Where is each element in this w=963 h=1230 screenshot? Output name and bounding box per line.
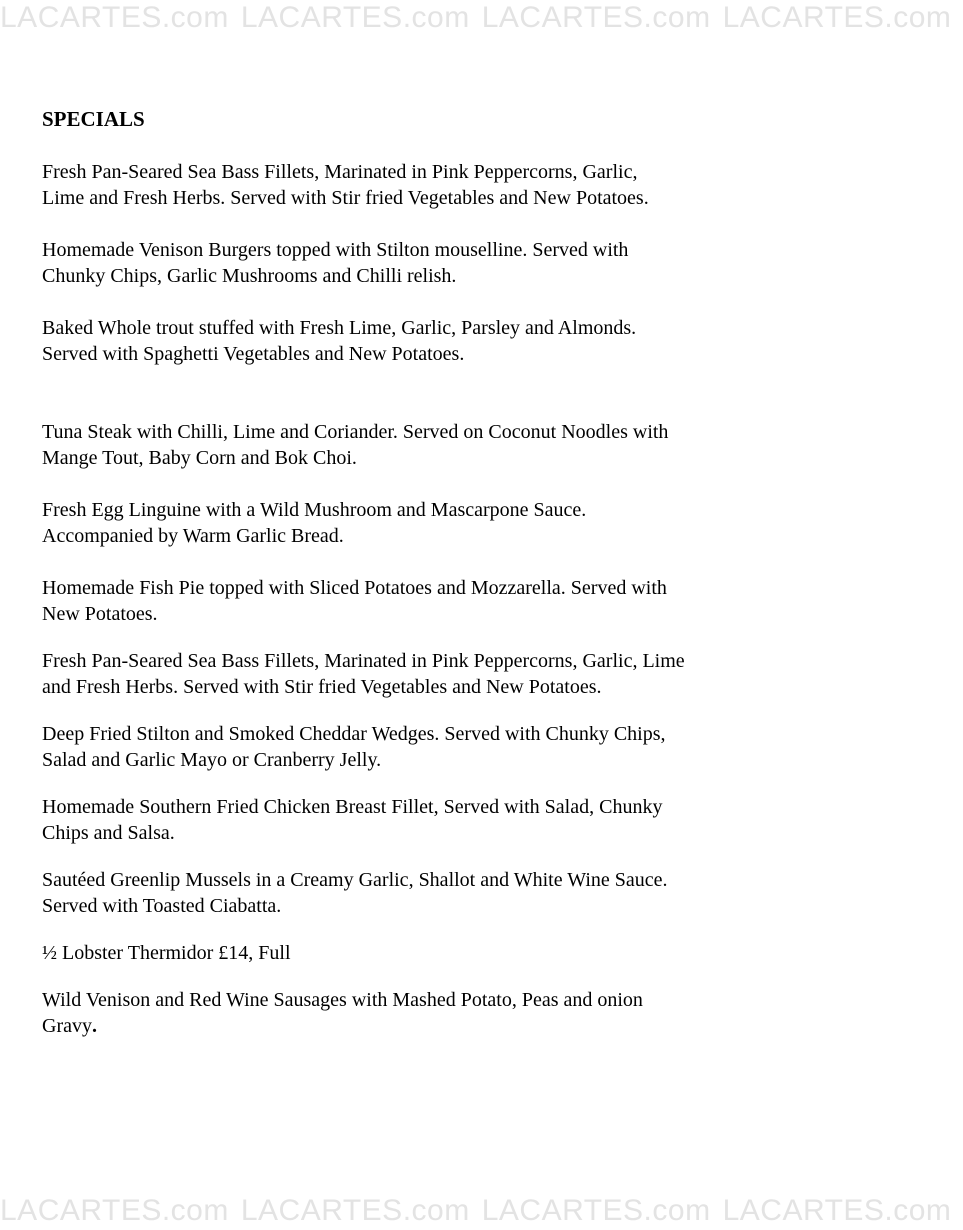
menu-item-line: Salad and Garlic Mayo or Cranberry Jelly. [42,749,382,771]
menu-item-line: Fresh Egg Linguine with a Wild Mushroom and Mascarpone Sauce. [42,499,587,521]
menu-item [42,648,782,700]
menu-item-line: Fresh Pan-Seared Sea Bass Fillets, Marinated in Pink Peppercorns, Garlic, Lime [42,650,685,672]
menu-item-line: ½ Lobster Thermidor £14, Full [42,942,291,964]
watermark-text: LACARTES.com [0,1194,229,1227]
menu-item [42,315,782,367]
watermark-text: LACARTES.com [0,1,229,34]
menu-item-line: Homemade Fish Pie topped with Sliced Potatoes and Mozzarella. Served with [42,577,667,599]
menu-item-line: Chunky Chips, Garlic Mushrooms and Chilli relish. [42,265,457,287]
menu-item-line: Served with Toasted Ciabatta. [42,895,282,917]
menu-item-line: Wild Venison and Red Wine Sausages with Mashed Potato, Peas and onion [42,989,643,1011]
menu-item [42,159,782,211]
menu-item-line: Served with Spaghetti Vegetables and New Potatoes. [42,343,465,365]
watermark-text: LACARTES.com [722,1,952,34]
menu-item [42,867,782,919]
menu-item [42,794,782,846]
menu-item-line: and Fresh Herbs. Served with Stir fried Vegetables and New Potatoes. [42,676,602,698]
menu-item-line: Chips and Salsa. [42,822,175,844]
menu-item-line-end: . [91,1015,97,1037]
menu-item-line: Baked Whole trout stuffed with Fresh Lime, Garlic, Parsley and Almonds. [42,317,637,339]
menu-item-line: Lime and Fresh Herbs. Served with Stir fried Vegetables and New Potatoes. [42,187,649,209]
menu-item-line: Fresh Pan-Seared Sea Bass Fillets, Marinated in Pink Peppercorns, Garlic, [42,161,638,183]
menu-item [42,497,782,549]
watermark-top [0,0,952,36]
menu-item [42,721,782,773]
menu-item [42,237,782,289]
menu-item [42,419,782,471]
menu-item [42,940,782,966]
page-title: SPECIALS [42,107,145,131]
menu-item-line: Tuna Steak with Chilli, Lime and Coriander. Served on Coconut Noodles with [42,421,669,443]
watermark-text: LACARTES.com [481,1,711,34]
menu-item [42,575,782,627]
menu-item-line: Gravy [42,1015,92,1037]
menu-item-line: Mange Tout, Baby Corn and Bok Choi. [42,447,357,469]
menu-item-line: New Potatoes. [42,603,158,625]
watermark-text: LACARTES.com [240,1194,470,1227]
menu-item-line: Homemade Southern Fried Chicken Breast Fillet, Served with Salad, Chunky [42,796,663,818]
menu-item-line: Homemade Venison Burgers topped with Stilton mouselline. Served with [42,239,629,261]
menu-item-line: Accompanied by Warm Garlic Bread. [42,525,344,547]
watermark-bottom [0,1193,952,1229]
menu-item [42,987,782,1039]
watermark-text: LACARTES.com [481,1194,711,1227]
specials-menu [42,106,842,1039]
menu-item-line: Sautéed Greenlip Mussels in a Creamy Garlic, Shallot and White Wine Sauce. [42,869,668,891]
menu-item-line: Deep Fried Stilton and Smoked Cheddar Wedges. Served with Chunky Chips, [42,723,666,745]
watermark-text: LACARTES.com [240,1,470,34]
watermark-text: LACARTES.com [722,1194,952,1227]
